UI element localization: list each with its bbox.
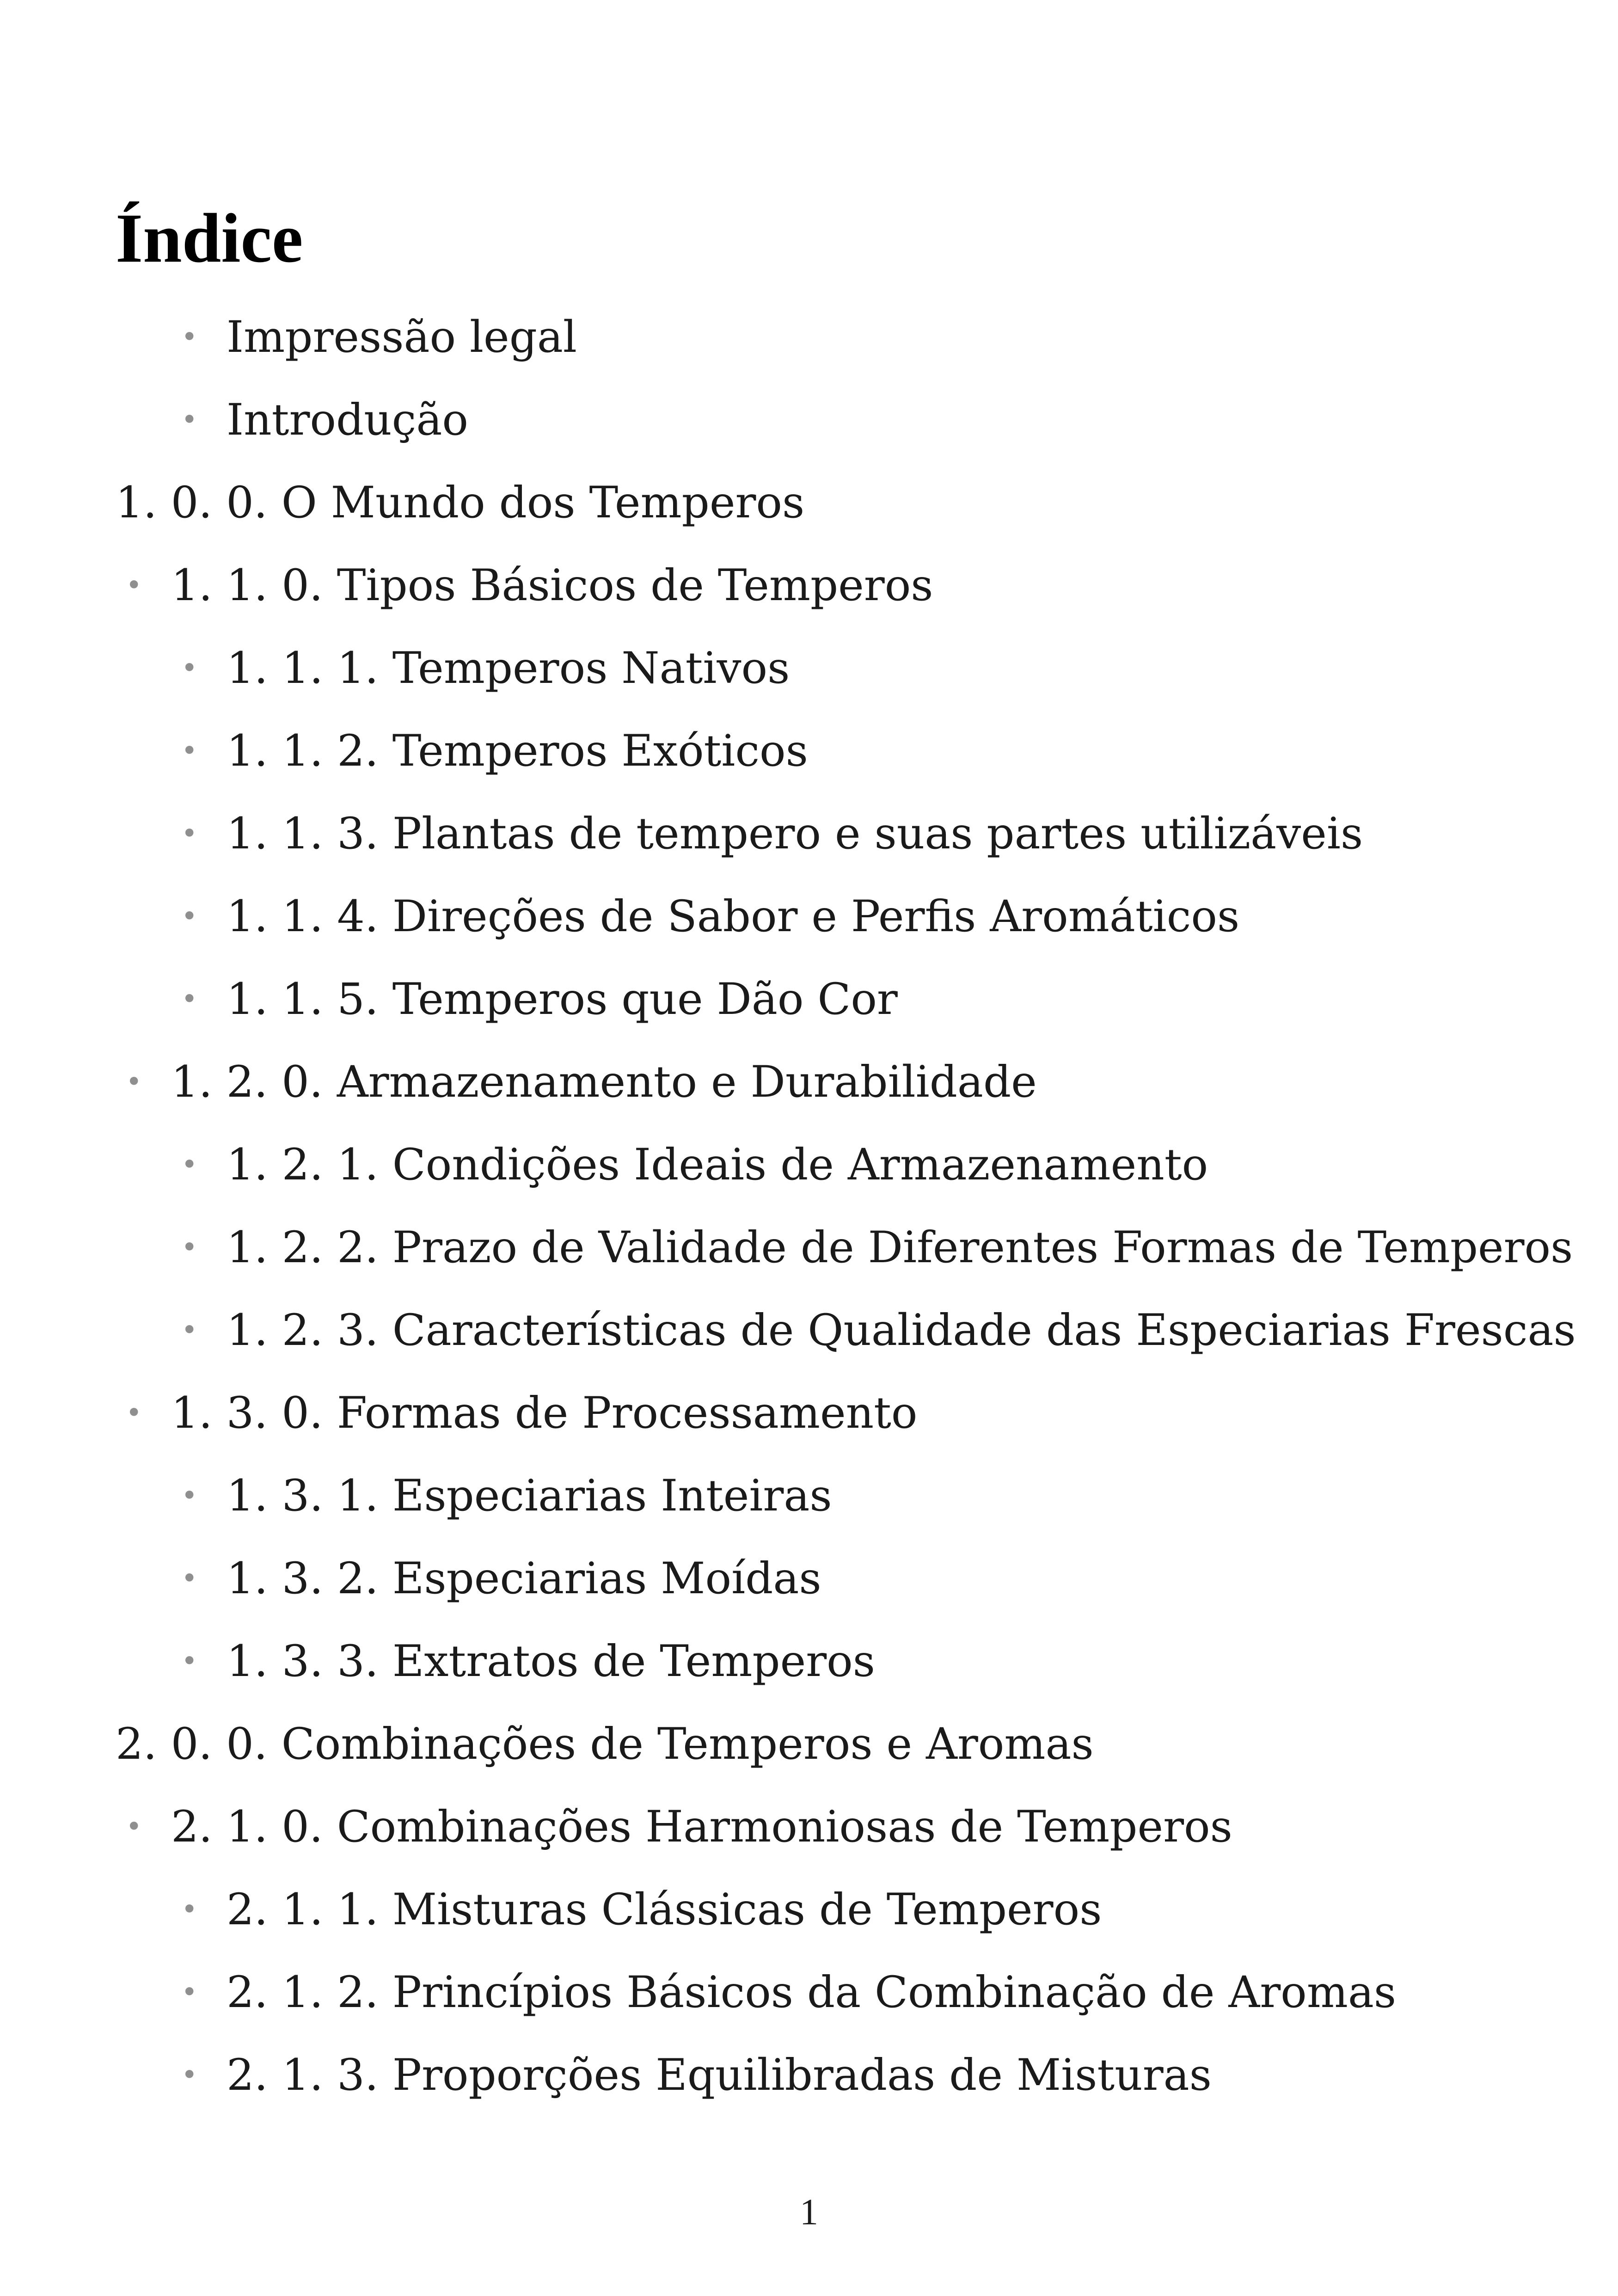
toc-entry-label: 2. 1. 1. Misturas Clássicas de Temperos xyxy=(227,1885,1102,1935)
bullet-icon: • xyxy=(181,2059,198,2091)
bullet-icon: • xyxy=(126,1397,142,1429)
toc-chapter-link[interactable] xyxy=(0,461,1618,544)
toc-entry-label: 2. 0. 0. Combinações de Temperos e Aromas xyxy=(116,1719,1094,1769)
toc-subsection-link[interactable] xyxy=(0,296,1618,379)
bullet-icon: • xyxy=(181,1314,198,1346)
page-number: 1 xyxy=(800,2192,818,2233)
bullet-icon: • xyxy=(181,652,198,684)
bullet-icon: • xyxy=(126,569,142,602)
toc-subsection-link[interactable] xyxy=(0,1951,1618,2034)
bullet-icon: • xyxy=(181,1148,198,1181)
toc-subsection-link[interactable] xyxy=(0,1620,1618,1703)
toc-entry-label: 1. 2. 0. Armazenamento e Durabilidade xyxy=(171,1057,1037,1107)
bullet-icon: • xyxy=(181,983,198,1015)
toc-subsection-link[interactable] xyxy=(0,1868,1618,1951)
toc-entry-label: 1. 1. 3. Plantas de tempero e suas partes utilizáveis xyxy=(227,809,1363,859)
toc-entry-label: 1. 3. 2. Especiarias Moídas xyxy=(227,1553,821,1604)
toc-entry-label: 1. 1. 0. Tipos Básicos de Temperos xyxy=(171,560,933,611)
toc-subsection-link[interactable] xyxy=(0,2034,1618,2117)
toc-entry-label: 1. 1. 4. Direções de Sabor e Perfis Aromáticos xyxy=(227,891,1240,942)
toc-subsection-link[interactable] xyxy=(0,875,1618,958)
bullet-icon: • xyxy=(181,1893,198,1926)
bullet-icon: • xyxy=(126,1811,142,1843)
bullet-icon: • xyxy=(181,1976,198,2008)
toc-heading: Índice xyxy=(116,199,303,277)
toc-subsection-link[interactable] xyxy=(0,1206,1618,1289)
toc-entry-label: Impressão legal xyxy=(227,312,577,362)
toc-section-link[interactable] xyxy=(0,1786,1618,1868)
bullet-icon: • xyxy=(181,1480,198,1512)
toc-entry-label: 1. 2. 1. Condições Ideais de Armazenamento xyxy=(227,1140,1208,1190)
toc-section-link[interactable] xyxy=(0,1041,1618,1123)
toc-subsection-link[interactable] xyxy=(0,792,1618,875)
toc-entry-label: 1. 3. 0. Formas de Processamento xyxy=(171,1388,918,1438)
toc-subsection-link[interactable] xyxy=(0,1455,1618,1537)
bullet-icon: • xyxy=(181,1645,198,1677)
bullet-icon: • xyxy=(181,817,198,850)
toc-entry-label: 1. 1. 1. Temperos Nativos xyxy=(227,643,790,694)
bullet-icon: • xyxy=(181,321,198,353)
toc-section-link[interactable] xyxy=(0,544,1618,627)
toc-entry-label: 1. 1. 2. Temperos Exóticos xyxy=(227,726,808,776)
toc-entry-label: 1. 3. 3. Extratos de Temperos xyxy=(227,1636,875,1687)
toc-chapter-link[interactable] xyxy=(0,1703,1618,1786)
bullet-icon: • xyxy=(181,900,198,933)
toc-subsection-link[interactable] xyxy=(0,1289,1618,1372)
toc-list xyxy=(0,296,1618,2117)
toc-entry-label: 1. 3. 1. Especiarias Inteiras xyxy=(227,1471,832,1521)
toc-entry-label: 2. 1. 2. Princípios Básicos da Combinação de Aromas xyxy=(227,1967,1397,2018)
toc-entry-label: 1. 2. 3. Características de Qualidade das Especiarias Frescas xyxy=(227,1305,1576,1356)
toc-subsection-link[interactable] xyxy=(0,958,1618,1041)
bullet-icon: • xyxy=(181,1231,198,1264)
toc-entry-label: Introdução xyxy=(227,395,468,445)
toc-entry-label: 1. 1. 5. Temperos que Dão Cor xyxy=(227,974,898,1025)
toc-entry-label: 1. 2. 2. Prazo de Validade de Diferentes Formas de Temperos xyxy=(227,1222,1573,1273)
toc-subsection-link[interactable] xyxy=(0,710,1618,792)
bullet-icon: • xyxy=(181,1562,198,1595)
bullet-icon: • xyxy=(126,1066,142,1098)
toc-subsection-link[interactable] xyxy=(0,627,1618,710)
toc-subsection-link[interactable] xyxy=(0,1123,1618,1206)
toc-entry-label: 2. 1. 0. Combinações Harmoniosas de Temperos xyxy=(171,1802,1232,1852)
bullet-icon: • xyxy=(181,404,198,436)
toc-entry-label: 2. 1. 3. Proporções Equilibradas de Misturas xyxy=(227,2050,1212,2100)
toc-subsection-link[interactable] xyxy=(0,1537,1618,1620)
toc-subsection-link[interactable] xyxy=(0,379,1618,461)
toc-section-link[interactable] xyxy=(0,1372,1618,1455)
toc-entry-label: 1. 0. 0. O Mundo dos Temperos xyxy=(116,478,805,528)
bullet-icon: • xyxy=(181,735,198,767)
